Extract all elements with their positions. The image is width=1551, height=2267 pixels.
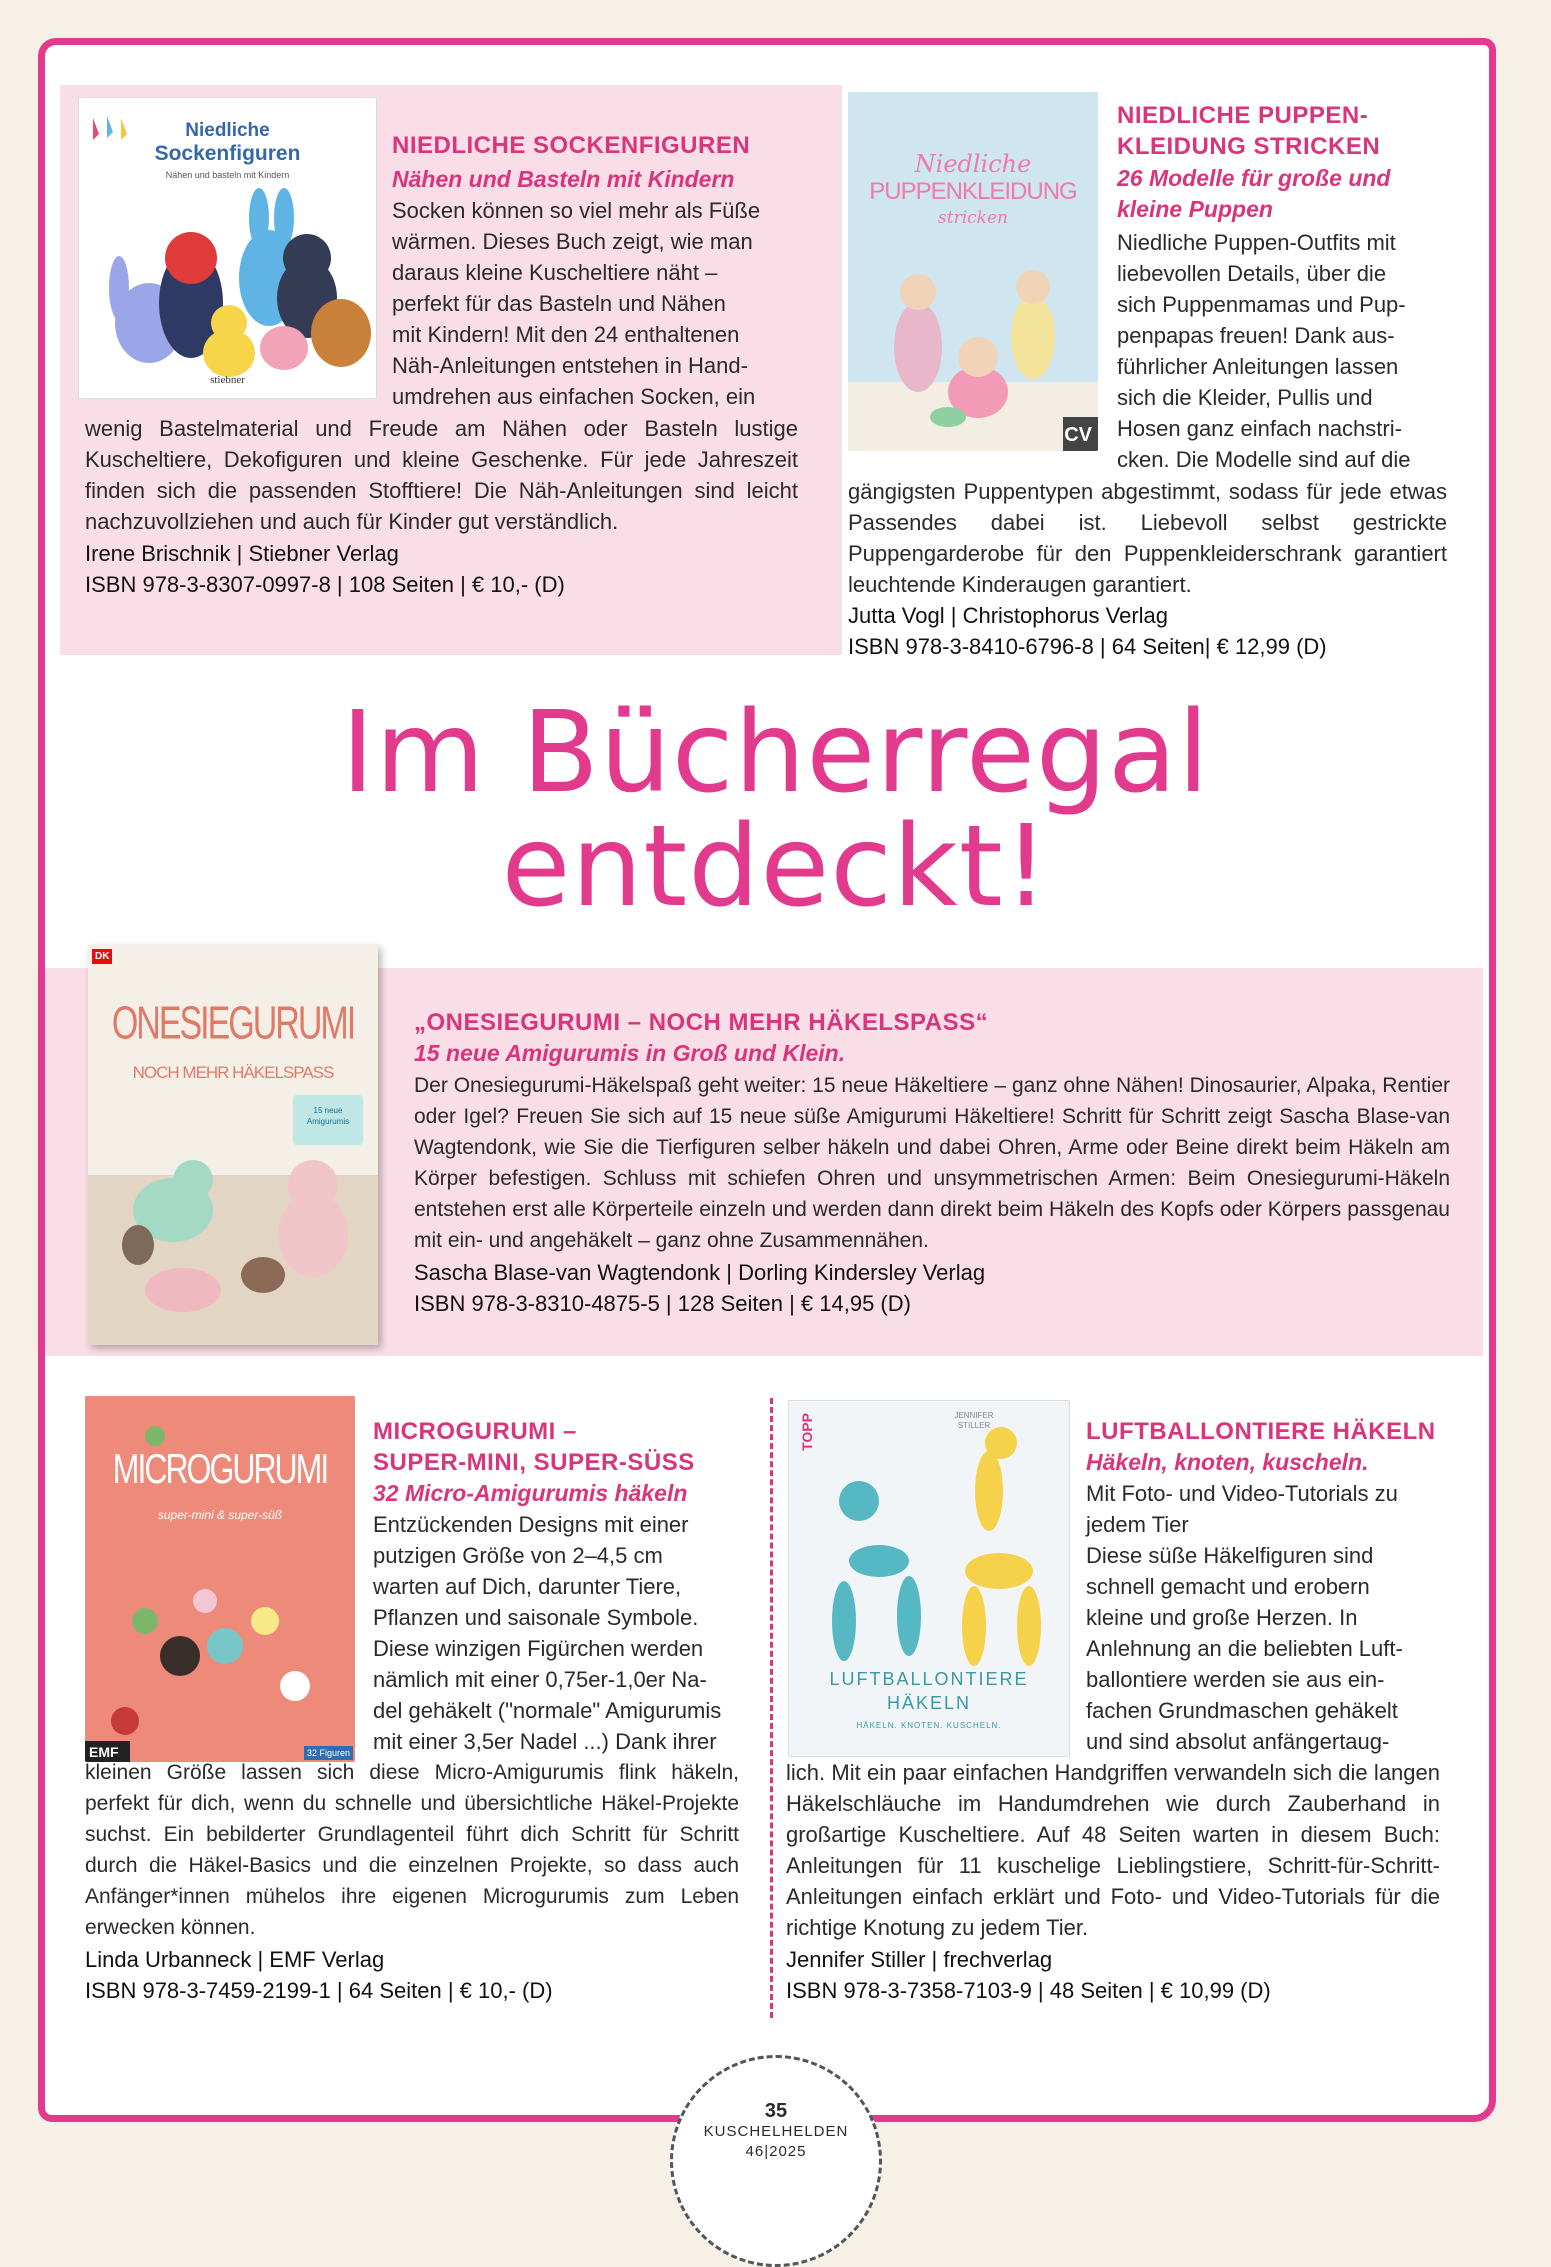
book-1-line: Socken können so viel mehr als Füße [392,198,761,223]
book-3-text: Der Onesiegurumi-Häkelspaß geht weiter: 15 neue Häkeltiere – ganz ohne Nähen! Dinosaurier, Alpaka, Rentier oder Igel? Freuen Sie sich auf 15 neue süße Amigurumi Häkeltiere! Schritt für Schritt zeigt Sascha Blase-van Wagtendonk, wie Sie die Tierfiguren selber häkeln und dabei Ohren, Arme oder Beine direkt beim Häkeln am Körper befestigen. Schluss mit schiefen Ohren und unsymmetrischen Armen: Beim Onesiegurumi-Häkeln entstehen erst alle Körperteile einzeln und werden dann direkt beim Häkeln des Kopfs oder Körpers passgenau mit ein- und angehäkelt – ganz ohne Zusammennähen. [414,1074,1450,1252]
issue-number: 46|2025 [745,2143,807,2160]
book-1-cover-publisher: stiebner [210,374,245,386]
book-2-title: NIEDLICHE PUPPEN- [1117,102,1369,129]
book-2-line: sich die Kleider, Pullis und [1117,385,1373,410]
book-5-line: Diese süße Häkelfiguren sind [1086,1543,1374,1568]
book-1-text: wenig Bastelmaterial und Freude am Nähen oder Basteln lustige Kuscheltiere, Dekofiguren und kleine Geschenke. Für jede Jahreszeit finden sich die passenden Stofftiere! Die Näh-Anleitungen sind leicht nachzuvollziehen und auch für Kinder gut verständlich. [85,416,798,534]
book-1-cover [78,97,377,399]
book-4-subtitle: 32 Micro-Amigurumis häkeln [373,1480,688,1506]
book-1-author: Irene Brischnik | Stiebner Verlag [85,541,399,566]
book-4-line: nämlich mit einer 0,75er-1,0er Na- [373,1667,707,1692]
book-1-line: umdrehen aus einfachen Socken, ein [392,384,756,409]
column-divider [770,1398,773,2018]
book-4-wrap-text [373,1509,778,1757]
book-5-line: jedem Tier [1086,1512,1189,1537]
book-5-line: schnell gemacht und erobern [1086,1574,1370,1599]
book-1-wrap-text [392,195,798,412]
book-4-cover-sub: super-mini & super-süß [157,1508,283,1522]
book-5-cover-title: LUFTBALLONTIERE [829,1669,1029,1689]
book-5-isbn: ISBN 978-3-7358-7103-9 | 48 Seiten | € 10,99 (D) [786,1978,1271,2003]
book-2-line: Hosen ganz einfach nachstri- [1117,416,1402,441]
book-2-cover-title2: PUPPENKLEIDUNG [869,178,1077,205]
book-5-cover [788,1400,1070,1757]
book-2-author: Jutta Vogl | Christophorus Verlag [848,603,1169,628]
book-1-cover-sub: Nähen und basteln mit Kindern [165,170,290,180]
book-4-author: Linda Urbanneck | EMF Verlag [85,1947,385,1972]
page-number-badge [670,2055,882,2267]
book-2-line: sich Puppenmamas und Pup- [1117,292,1406,317]
book-3-subtitle: 15 neue Amigurumis in Groß und Klein. [414,1040,846,1066]
book-3-title: „ONESIEGURUMI – NOCH MEHR HÄKELSPASS“ [414,1009,989,1036]
book-2-line: liebevollen Details, über die [1117,261,1387,286]
book-5-wrap-text [1086,1478,1440,1757]
book-4-line: mit einer 3,5er Nadel ...) Dank ihrer [373,1729,717,1754]
book-3-author: Sascha Blase-van Wagtendonk | Dorling Kindersley Verlag [414,1260,986,1285]
book-5-line: fachen Grundmaschen gehäkelt [1086,1698,1398,1723]
book-5-line: kleine und große Herzen. In [1086,1605,1358,1630]
book-2-line: führlicher Anleitungen lassen [1117,354,1399,379]
book-5-cover-sub: HÄKELN. KNOTEN. KUSCHELN. [856,1721,1002,1730]
book-5-line: Mit Foto- und Video-Tutorials zu [1086,1481,1398,1506]
book-3-cover-title: ONESIEGURUMI [111,998,355,1050]
book-4-line: del gehäkelt ("normale" Amigurumis [373,1698,722,1723]
book-4-cover-title: MICROGURUMI [112,1445,328,1493]
book-4-title: MICROGURUMI – [373,1418,577,1445]
book-4-title2: SUPER-MINI, SUPER-SÜSS [373,1449,695,1476]
book-1-line: perfekt für das Basteln und Nähen [392,291,726,316]
book-5-line: ballontiere werden sie aus ein- [1086,1667,1385,1692]
book-2-cover-title: Niedliche [914,150,1032,178]
book-5-cover-title2: HÄKELN [886,1693,972,1713]
book-4-line: putzigen Größe von 2–4,5 cm [373,1543,663,1568]
doll-illustration [848,92,1098,451]
book-2-line: cken. Die Modelle sind auf die [1117,447,1411,472]
book-4-line: Diese winzigen Figürchen werden [373,1636,704,1661]
book-2-subtitle: 26 Modelle für große und [1117,165,1391,191]
book-5-cover-brand: TOPP [799,1413,815,1451]
book-5-subtitle: Häkeln, knoten, kuscheln. [1086,1449,1369,1475]
book-4-isbn: ISBN 978-3-7459-2199-1 | 64 Seiten | € 10,- (D) [85,1978,553,2003]
book-2-cover [848,92,1098,451]
book-1-subtitle: Nähen und Basteln mit Kindern [392,166,735,192]
book-2-title2: KLEIDUNG STRICKEN [1117,133,1381,160]
book-5-title: LUFTBALLONTIERE HÄKELN [1086,1418,1436,1445]
book-1-cover-title2: Sockenfiguren [154,142,301,165]
book-3-isbn: ISBN 978-3-8310-4875-5 | 128 Seiten | € 14,95 (D) [414,1291,911,1316]
book-5-line: Anlehnung an die beliebten Luft- [1086,1636,1403,1661]
book-2-wrap-text [1117,227,1447,475]
book-4-cover [85,1396,355,1762]
book-4-text: kleinen Größe lassen sich diese Micro-Amigurumis flink häkeln, perfekt für dich, wenn du schnelle und übersichtliche Häkel-Projekte suchst. Ein bebilderter Grundlagenteil führt dich Schritt für Schritt durch die Häkel-Basics und die einzelnen Projekte, so dass auch Anfänger*innen mühelos ihre eigenen Microgurumis zum Leben erwecken können. [85,1761,739,1939]
book-3-cover [88,945,378,1345]
book-5-author: Jennifer Stiller | frechverlag [786,1947,1053,1972]
book-2-isbn: ISBN 978-3-8410-6796-8 | 64 Seiten| € 12,99 (D) [848,634,1327,659]
book-1-title: NIEDLICHE SOCKENFIGUREN [392,132,751,159]
book-1-line: Näh-Anleitungen entstehen in Hand- [392,353,748,378]
magazine-name: KUSCHELHELDEN [703,2123,849,2140]
book-2-line: Niedliche Puppen-Outfits mit [1117,230,1396,255]
book-5-cover-author: JENNIFER STILLER [954,1411,994,1430]
page-headline-line2: entdeckt! [501,802,1050,932]
book-4-cover-publisher: EMF [89,1744,119,1760]
book-3-cover-title2: NOCH MEHR HÄKELSPASS [132,1063,334,1082]
book-2-cover-publisher: CV [1064,424,1092,446]
book-4-line: warten auf Dich, darunter Tiere, [373,1574,682,1599]
book-3-cover-badge: 15 neue Amigurumis [306,1106,350,1126]
book-1-line: daraus kleine Kuscheltiere näht – [392,260,718,285]
book-1-isbn: ISBN 978-3-8307-0997-8 | 108 Seiten | € 10,- (D) [85,572,565,597]
book-2-line: penpapas freuen! Dank aus- [1117,323,1395,348]
book-4-line: Pflanzen und saisonale Symbole. [373,1605,699,1630]
book-3-cover-brand: DK [92,949,112,964]
page-headline-line1: Im Bücherregal [341,688,1210,818]
book-1-line: mit Kindern! Mit den 24 enthaltenen [392,322,740,347]
book-2-subtitle2: kleine Puppen [1117,196,1273,222]
book-1-line: wärmen. Dieses Buch zeigt, wie man [392,229,753,254]
book-2-cover-title3: stricken [938,208,1008,228]
book-4-cover-badge: 32 Figuren [304,1746,353,1760]
book-5-line: und sind absolut anfängertaug- [1086,1729,1390,1754]
book-1-cover-title: Niedliche [185,120,270,141]
book-2-text: gängigsten Puppentypen abgestimmt, sodass für jede etwas Passendes dabei ist. Liebevoll selbst gestrickte Puppengarderobe für den Puppenkleiderschrank garantiert leuchtende Kinderaugen garantiert. [848,479,1447,597]
page-number: 35 [764,2100,788,2122]
book-5-text: lich. Mit ein paar einfachen Handgriffen verwandeln sich die langen Häkelschläuche im Handumdrehen wie durch Zauberhand in großartige Kuscheltiere. Auf 48 Seiten warten in diesem Buch: Anleitungen für 11 kuschelige Lieblingstiere, Schritt-für-Schritt-Anleitungen einfach erklärt und Foto- und Video-Tutorials für die richtige Knotung zu jedem Tier. [786,1760,1440,1940]
book-4-line: Entzückenden Designs mit einer [373,1512,689,1537]
